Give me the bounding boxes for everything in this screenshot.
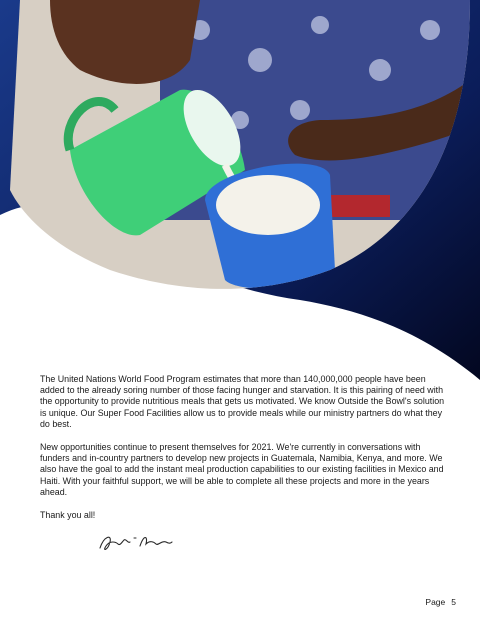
- signature-icon: [96, 530, 176, 556]
- paragraph-2: New opportunities continue to present themselves for 2021. We're currently in conversations with funders and in-country partners to develop new projects in Guatemala, Namibia, Kenya, and more. We also have the goal to add the instant meal production capabilities to our existing facilities in Mexico and Haiti. With your faithful support, we will be able to complete all these projects and more in the years ahead.: [40, 442, 444, 497]
- page-number-value: 5: [451, 597, 456, 607]
- paragraph-3: Thank you all!: [40, 510, 96, 521]
- page-label: Page: [425, 597, 446, 607]
- paragraph-1: The United Nations World Food Program estimates that more than 140,000,000 people have been added to the already soring number of those facing hunger and starvation. It is this pairing of need with the opportunity to provide nutritious meals that gets us motivated. We know Outside the Bowl's solution is unique. Our Super Food Facilities allow us to provide meals while our ministry partners do what they do best.: [40, 374, 445, 429]
- page-number: [425, 597, 456, 607]
- body-text: [40, 374, 452, 533]
